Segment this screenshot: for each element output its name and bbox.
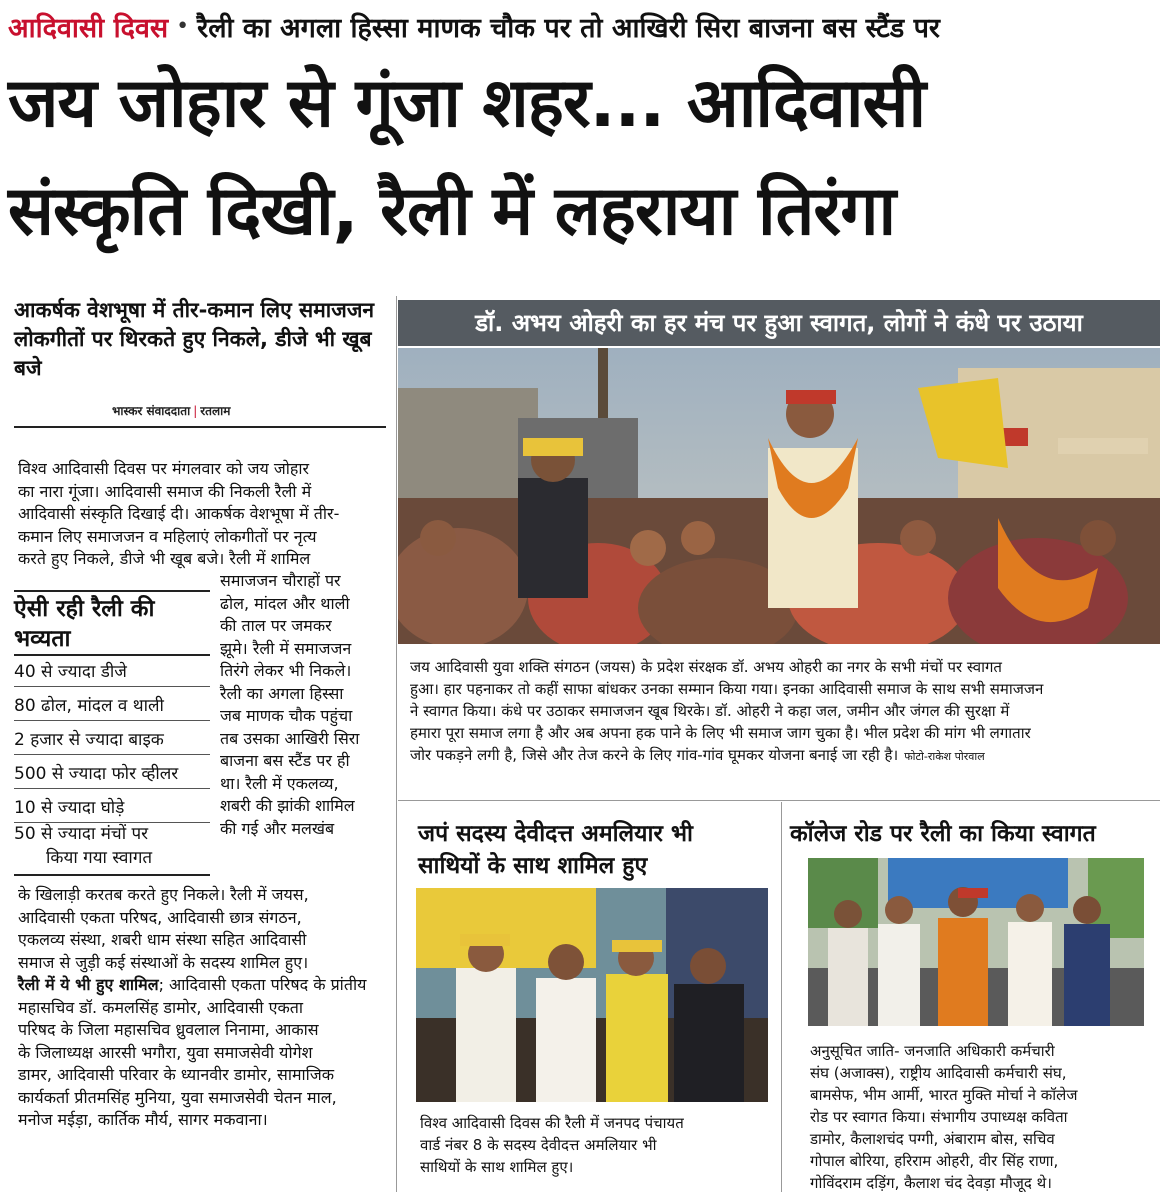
story-three-photo [808, 858, 1144, 1026]
story-line: था। रैली में एकलव्य, [220, 773, 339, 793]
deck-text: आकर्षक वेशभूषा में तीर-कमान लिए समाजजन लोकगीतों पर थिरकते हुए निकले, डीजे भी खूब बजे [14, 298, 375, 380]
story-line: परिषद के जिला महासचिव ध्रुवलाल निनामा, आकास [18, 1020, 319, 1039]
story-line: महासचिव डॉ. कमलसिंह डामोर, आदिवासी एकता [18, 997, 304, 1017]
story-two-photo [416, 888, 768, 1102]
caption-line: बामसेफ, भीम आर्मी, भारत मुक्ति मोर्चा ने कॉलेज [810, 1086, 1078, 1104]
story-line: आदिवासी संस्कृति दिखाई दी। आकर्षक वेशभूषा में तीर- [18, 504, 340, 523]
stat-item: 2 हजार से ज्यादा बाइक [14, 728, 210, 755]
stat-item: किया गया स्वागत [46, 848, 153, 868]
story-line: करते हुए निकले, डीजे भी खूब बजे। रैली में शामिल [18, 549, 311, 568]
photo-credit: फोटो-राकेश पोरवाल [904, 750, 985, 763]
caption-line: वार्ड नंबर 8 के सदस्य देवीदत्त अमलियार भी [420, 1136, 657, 1154]
stat-item: 500 से ज्यादा फोर व्हीलर [14, 762, 210, 789]
headline-line-1: जय जोहार से गूंजा शहर... आदिवासी [8, 64, 926, 143]
column-divider [396, 296, 397, 1192]
bullet-dot: • [176, 13, 190, 39]
byline-rule [14, 426, 386, 428]
story-line: रैली का अगला हिस्सा [220, 683, 344, 703]
caption-line: ने स्वागत किया। कंधे पर उठाकर समाजजन खूब थिरके। डॉ. ओहरी ने कहा जल, जमीन और जंगल की सुरक्षा में [410, 702, 1010, 720]
stat-item: 40 से ज्यादा डीजे [14, 660, 210, 687]
caption-line: गोविंदराम दड़िंग, कैलाश चंद देवड़ा मौजूद थे। [810, 1174, 1052, 1192]
story-line: कमान लिए समाजजन व महिलाएं लोकगीतों पर नृत्य [18, 526, 317, 546]
byline [112, 402, 392, 419]
story-line: की गई और मलखंब [220, 818, 335, 838]
story-line: बाजना बस स्टैंड पर ही [220, 751, 350, 770]
members-rally-image [416, 888, 768, 1102]
section-divider [398, 800, 1160, 801]
story-line: डामर, आदिवासी परिवार के ध्यानवीर डामोर, सामाजिक [18, 1065, 334, 1084]
caption-line: अनुसूचित जाति- जनजाति अधिकारी कर्मचारी [810, 1042, 1055, 1060]
section-tag: आदिवासी दिवस [8, 12, 169, 44]
story-line: ढोल, मांदल और थाली [220, 593, 350, 613]
story-line: की ताल पर जमकर [220, 616, 332, 635]
story-line: विश्व आदिवासी दिवस पर मंगलवार को जय जोहार [18, 459, 310, 478]
caption-line-last [410, 744, 1158, 768]
story-line: समाज से जुड़ी कई संस्थाओं के सदस्य शामिल हुए। [18, 952, 309, 972]
story-two-caption [420, 1112, 770, 1178]
caption-line: जय आदिवासी युवा शक्ति संगठन (जयस) के प्रदेश संरक्षक डॉ. अभय ओहरी का नगर के सभी मंचों पर स्वागत [410, 658, 1002, 676]
story-line: एकलव्य संस्था, शबरी धाम संस्था सहित आदिवासी [18, 930, 307, 949]
caption-line: हमारा पूरा समाज लगा है और अब अपना हक पाने के लिए भी समाज जाग चुका है। भील प्रदेश की मांग भी लगातार [410, 724, 1031, 742]
story-para-1 [18, 458, 388, 571]
story-line: कार्यकर्ता प्रीतमसिंह मुनिया, युवा समाजसेवी चेतन माल, [18, 1087, 337, 1107]
story-line: ; आदिवासी एकता परिषद के प्रांतीय [158, 975, 367, 994]
story-two-title [418, 818, 768, 882]
stats-box-title: ऐसी रही रैली की भव्यता [14, 596, 155, 652]
story-line: के जिलाध्यक्ष आरसी भगौरा, युवा समाजसेवी योगेश [18, 1042, 313, 1062]
headline-line-2: संस्कृति दिखी, रैली में लहराया तिरंगा [8, 172, 896, 251]
story-line: शबरी की झांकी शामिल [220, 796, 355, 815]
caption-line: साथियों के साथ शामिल हुए। [420, 1158, 574, 1176]
story-three-caption [810, 1040, 1156, 1194]
story-line: तब उसका आखिरी सिरा [220, 728, 360, 748]
byline-separator: | [193, 404, 198, 418]
main-photo-caption [410, 656, 1158, 768]
para-lead-in: रैली में ये भी हुए शामिल [18, 975, 159, 994]
caption-line: जोर पकड़ने लगी है, जिसे और तेज करने के लिए गांव-गांव घूमकर योजना बनाई जा रही है। [410, 746, 899, 764]
story-para-1-cont [220, 570, 388, 840]
caption-line: गोपाल बोरिया, हरिराम ओहरी, वीर सिंह राणा, [810, 1152, 1059, 1170]
stats-box-title-rule [14, 654, 210, 656]
byline-reporter: भास्कर संवाददाता [112, 404, 191, 418]
story-para-2 [18, 884, 388, 1132]
title-line: साथियों के साथ शामिल हुए [418, 853, 648, 879]
byline-city: रतलाम [200, 404, 231, 418]
college-road-welcome-image [808, 858, 1144, 1026]
caption-line: हुआ। हार पहनाकर तो कहीं साफा बांधकर उनका सम्मान किया गया। इनका आदिवासी समाज के साथ सभी समाजजन [410, 680, 1044, 698]
kicker-subhead: रैली का अगला हिस्सा माणक चौक पर तो आखिरी सिरा बाजना बस स्टैंड पर [197, 12, 940, 44]
main-rally-photo [398, 348, 1160, 644]
title-line: जपं सदस्य देवीदत्त अमलियार भी [418, 821, 693, 847]
caption-line: विश्व आदिवासी दिवस की रैली में जनपद पंचायत [420, 1114, 684, 1132]
story-line: का नारा गूंजा। आदिवासी समाज की निकली रैली में [18, 481, 312, 501]
stat-item-multiline [14, 822, 210, 870]
stats-box-top-rule [14, 590, 210, 592]
story-line: समाजजन चौराहों पर [220, 571, 341, 590]
story-line: झूमे। रैली में समाजजन [220, 638, 352, 658]
bottom-column-divider [781, 802, 782, 1192]
caption-line: संघ (अजाक्स), राष्ट्रीय आदिवासी कर्मचारी संघ, [810, 1064, 1067, 1082]
story-line: आदिवासी एकता परिषद, आदिवासी छात्र संगठन, [18, 907, 302, 927]
story-line: के खिलाड़ी करतब करते हुए निकले। रैली में जयस, [18, 885, 309, 904]
stat-item: 10 से ज्यादा घोड़े [14, 796, 210, 823]
story-line: जब माणक चौक पहुंचा [220, 706, 353, 725]
caption-line: डामोर, कैलाशचंद पग्गी, अंबाराम बोस, सचिव [810, 1130, 1055, 1148]
story-line-first [18, 974, 388, 997]
stat-item: 50 से ज्यादा मंचों पर [14, 824, 149, 844]
story-three-title: कॉलेज रोड पर रैली का किया स्वागत [790, 821, 1096, 847]
stat-item: 80 ढोल, मांदल व थाली [14, 694, 210, 721]
main-photo-banner: डॉ. अभय ओहरी का हर मंच पर हुआ स्वागत, लोगों ने कंधे पर उठाया [398, 300, 1160, 346]
caption-line: रोड पर स्वागत किया। संभागीय उपाध्यक्ष कविता [810, 1108, 1068, 1126]
story-line: मनोज मईड़ा, कार्तिक मौर्य, सागर मकवाना। [18, 1110, 268, 1129]
stats-box-bottom-rule [14, 874, 210, 876]
rally-crowd-image [398, 348, 1160, 644]
story-line: तिरंगे लेकर भी निकले। [220, 661, 352, 680]
kicker-line [8, 6, 1168, 46]
